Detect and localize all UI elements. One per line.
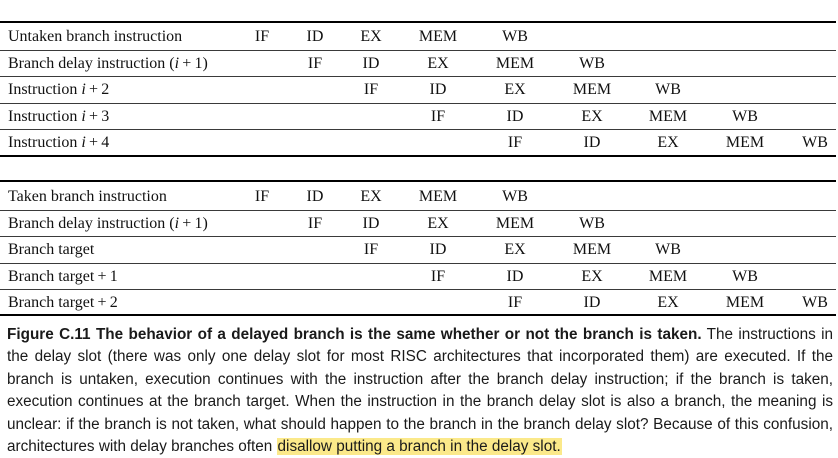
row-label: Instruction i + 2	[8, 81, 110, 99]
table2-bottom-rule	[0, 314, 836, 316]
pipeline-stage-id: ID	[583, 294, 601, 312]
row-label: Branch target + 1	[8, 267, 118, 285]
pipeline-stage-ex: EX	[360, 28, 382, 45]
row-divider	[0, 289, 836, 290]
row-label: Untaken branch instruction	[8, 28, 183, 45]
table1-top-rule	[0, 21, 836, 23]
row-label: Branch target	[8, 241, 95, 259]
pipeline-stage-id: ID	[362, 54, 380, 72]
pipeline-stage-mem: MEM	[648, 267, 688, 285]
pipeline-stage-mem: MEM	[572, 81, 612, 99]
row-label: Branch target + 2	[8, 294, 118, 312]
pipeline-stage-if: IF	[507, 134, 523, 152]
row-divider	[0, 103, 836, 104]
pipeline-stage-if: IF	[507, 294, 523, 312]
row-divider	[0, 236, 836, 237]
pipeline-stage-mem: MEM	[418, 188, 458, 205]
pipeline-stage-mem: MEM	[495, 54, 535, 72]
pipeline-stage-wb: WB	[732, 267, 758, 285]
pipeline-stage-ex: EX	[427, 214, 449, 232]
row-label: Branch delay instruction (i + 1)	[8, 214, 208, 232]
pipeline-stage-wb: WB	[732, 107, 758, 125]
pipeline-stage-mem: MEM	[495, 214, 535, 232]
row-divider	[0, 263, 836, 264]
pipeline-stage-wb: WB	[502, 28, 528, 45]
pipeline-stage-ex: EX	[504, 81, 526, 99]
pipeline-stage-if: IF	[254, 188, 270, 205]
row-divider	[0, 50, 836, 51]
pipeline-stage-wb: WB	[655, 241, 681, 259]
row-divider	[0, 76, 836, 77]
pipeline-stage-if: IF	[307, 54, 323, 72]
row-divider	[0, 210, 836, 211]
pipeline-stage-ex: EX	[581, 267, 603, 285]
pipeline-stage-if: IF	[430, 267, 446, 285]
figure-label: Figure C.11	[7, 326, 91, 343]
pipeline-stage-if: IF	[363, 241, 379, 259]
pipeline-stage-mem: MEM	[418, 28, 458, 45]
pipeline-stage-if: IF	[307, 214, 323, 232]
pipeline-stage-mem: MEM	[725, 134, 765, 152]
highlighted-text: disallow putting a branch in the delay slot.	[277, 438, 561, 456]
pipeline-stage-mem: MEM	[725, 294, 765, 312]
pipeline-stage-id: ID	[506, 107, 524, 125]
pipeline-stage-id: ID	[429, 81, 447, 99]
pipeline-stage-ex: EX	[657, 294, 679, 312]
pipeline-stage-ex: EX	[657, 134, 679, 152]
pipeline-stage-id: ID	[306, 28, 324, 45]
row-label: Instruction i + 4	[8, 134, 110, 152]
caption-title: The behavior of a delayed branch is the same whether or not the branch is taken.	[95, 326, 702, 343]
pipeline-stage-wb: WB	[802, 134, 828, 152]
pipeline-stage-id: ID	[583, 134, 601, 152]
pipeline-stage-id: ID	[506, 267, 524, 285]
row-label: Branch delay instruction (i + 1)	[8, 54, 208, 72]
pipeline-stage-mem: MEM	[572, 241, 612, 259]
pipeline-stage-ex: EX	[360, 188, 382, 205]
pipeline-stage-wb: WB	[502, 188, 528, 205]
pipeline-stage-wb: WB	[655, 81, 681, 99]
row-divider	[0, 129, 836, 130]
table1-bottom-rule	[0, 155, 836, 157]
pipeline-stage-id: ID	[362, 214, 380, 232]
pipeline-stage-id: ID	[306, 188, 324, 205]
table2-top-rule	[0, 180, 836, 182]
pipeline-stage-ex: EX	[581, 107, 603, 125]
pipeline-stage-id: ID	[429, 241, 447, 259]
pipeline-stage-ex: EX	[427, 54, 449, 72]
row-label: Taken branch instruction	[8, 188, 167, 205]
pipeline-stage-mem: MEM	[648, 107, 688, 125]
caption-body: The instructions in the delay slot (there was only one delay slot for most RISC architectures that incorporated them) are executed. If the branch is untaken, execution continues with the instruction after the branch delay instruction; if the branch is taken, execution continues at the branch target. When the instruction in the branch delay slot is also a branch, the meaning is unclear: if the branch is not taken, what should happen to the branch in the branch delay slot? Because of this confusion, architectures with delay branches often	[7, 326, 833, 456]
figure-caption	[7, 324, 833, 458]
pipeline-stage-ex: EX	[504, 241, 526, 259]
pipeline-stage-wb: WB	[579, 54, 605, 72]
pipeline-stage-if: IF	[254, 28, 270, 45]
pipeline-stage-wb: WB	[802, 294, 828, 312]
pipeline-stage-if: IF	[363, 81, 379, 99]
row-label: Instruction i + 3	[8, 107, 110, 125]
pipeline-stage-if: IF	[430, 107, 446, 125]
pipeline-stage-wb: WB	[579, 214, 605, 232]
